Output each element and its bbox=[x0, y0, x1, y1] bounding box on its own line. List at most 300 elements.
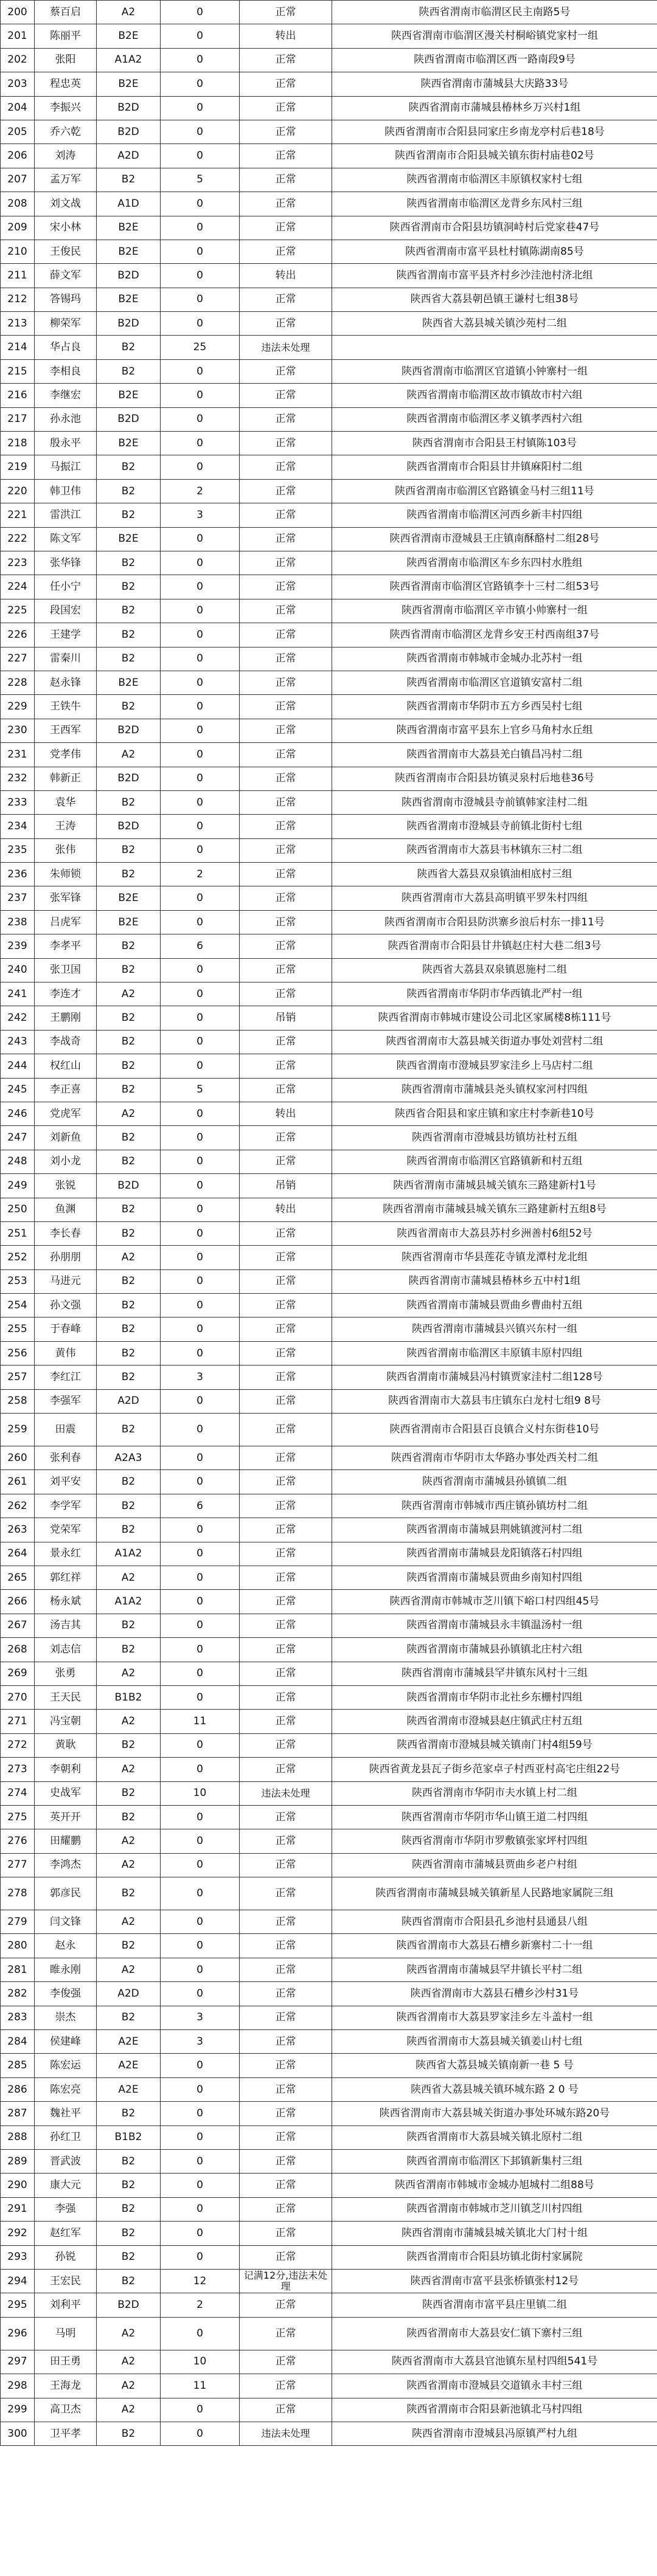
home-address-cell: 陕西省渭南市大荔县城关镇姜山村七组 bbox=[332, 2030, 657, 2054]
home-address-cell: 陕西省渭南市大荔县苏村乡洲善村6组52号 bbox=[332, 1221, 657, 1245]
home-address-cell: 陕西省大荔县城关镇沙苑村二组 bbox=[332, 312, 657, 336]
penalty-points-cell: 0 bbox=[161, 455, 240, 479]
home-address-cell: 陕西省渭南市华阴市太华路办事处西关村二组 bbox=[332, 1446, 657, 1470]
license-status-cell: 正常 bbox=[240, 120, 332, 143]
table-row bbox=[1, 527, 657, 551]
license-class-cell: B2E bbox=[97, 384, 161, 407]
table-row bbox=[1, 982, 657, 1006]
row-number-cell: 259 bbox=[1, 1414, 35, 1446]
penalty-points-cell: 0 bbox=[161, 1446, 240, 1470]
table-row bbox=[1, 1150, 657, 1173]
table-row bbox=[1, 599, 657, 623]
home-address-cell: 陕西省渭南市蒲城县荆姚镇渡河村二组 bbox=[332, 1518, 657, 1542]
license-class-cell: B2 bbox=[97, 455, 161, 479]
row-number-cell: 216 bbox=[1, 384, 35, 407]
home-address-cell: 陕西省渭南市临渭区故市镇故市村六组 bbox=[332, 384, 657, 407]
home-address-cell: 陕西省渭南市大荔县石槽乡新寨村二十一组 bbox=[332, 1934, 657, 1958]
license-status-cell: 正常 bbox=[240, 1662, 332, 1685]
license-class-cell: B2E bbox=[97, 240, 161, 263]
driver-name-cell: 王俊民 bbox=[35, 240, 97, 263]
row-number-cell: 261 bbox=[1, 1470, 35, 1494]
license-status-cell: 正常 bbox=[240, 1446, 332, 1470]
table-row bbox=[1, 838, 657, 862]
table-row bbox=[1, 1590, 657, 1614]
license-status-cell: 正常 bbox=[240, 359, 332, 383]
row-number-cell: 279 bbox=[1, 1910, 35, 1934]
license-class-cell: B2D bbox=[97, 719, 161, 742]
driver-name-cell: 宋小林 bbox=[35, 216, 97, 240]
driver-name-cell: 李正喜 bbox=[35, 1078, 97, 1102]
home-address-cell: 陕西省黄龙县瓦子街乡范家卓子村西亚村高宅庄组22号 bbox=[332, 1758, 657, 1781]
row-number-cell: 236 bbox=[1, 863, 35, 886]
row-number-cell: 294 bbox=[1, 2269, 35, 2293]
license-status-cell: 吊销 bbox=[240, 1174, 332, 1198]
row-number-cell: 226 bbox=[1, 623, 35, 647]
driver-name-cell: 袁华 bbox=[35, 790, 97, 814]
row-number-cell: 280 bbox=[1, 1934, 35, 1958]
table-row bbox=[1, 1542, 657, 1566]
row-number-cell: 240 bbox=[1, 958, 35, 982]
penalty-points-cell: 0 bbox=[161, 743, 240, 767]
row-number-cell: 287 bbox=[1, 2102, 35, 2125]
penalty-points-cell: 0 bbox=[161, 2317, 240, 2350]
license-class-cell: B2 bbox=[97, 838, 161, 862]
license-class-cell: B2 bbox=[97, 551, 161, 575]
license-status-cell: 正常 bbox=[240, 1366, 332, 1389]
driver-name-cell: 马明 bbox=[35, 2317, 97, 2350]
penalty-points-cell: 0 bbox=[161, 1518, 240, 1542]
row-number-cell: 209 bbox=[1, 216, 35, 240]
license-status-cell: 正常 bbox=[240, 934, 332, 958]
license-class-cell: B2 bbox=[97, 359, 161, 383]
penalty-points-cell: 6 bbox=[161, 934, 240, 958]
row-number-cell: 213 bbox=[1, 312, 35, 336]
row-number-cell: 262 bbox=[1, 1494, 35, 1518]
row-number-cell: 264 bbox=[1, 1542, 35, 1566]
driver-name-cell: 李连才 bbox=[35, 982, 97, 1006]
penalty-points-cell: 0 bbox=[161, 695, 240, 719]
row-number-cell: 265 bbox=[1, 1566, 35, 1590]
penalty-points-cell: 0 bbox=[161, 1389, 240, 1413]
row-number-cell: 241 bbox=[1, 982, 35, 1006]
table-row bbox=[1, 1934, 657, 1958]
penalty-points-cell: 0 bbox=[161, 2054, 240, 2077]
license-status-cell: 正常 bbox=[240, 2317, 332, 2350]
row-number-cell: 218 bbox=[1, 432, 35, 455]
license-class-cell: A2 bbox=[97, 1829, 161, 1853]
license-class-cell: B2 bbox=[97, 2149, 161, 2173]
driver-name-cell: 于春峰 bbox=[35, 1317, 97, 1341]
driver-name-cell: 睢永刚 bbox=[35, 1958, 97, 1981]
row-number-cell: 260 bbox=[1, 1446, 35, 1470]
driver-name-cell: 黄耿 bbox=[35, 1733, 97, 1757]
table-row bbox=[1, 1853, 657, 1877]
table-row bbox=[1, 1294, 657, 1317]
license-status-cell: 正常 bbox=[240, 910, 332, 934]
penalty-points-cell: 0 bbox=[161, 671, 240, 694]
driver-name-cell: 赵永 bbox=[35, 1934, 97, 1958]
license-status-cell: 违法未处理 bbox=[240, 2422, 332, 2445]
row-number-cell: 230 bbox=[1, 719, 35, 742]
row-number-cell: 290 bbox=[1, 2174, 35, 2197]
license-class-cell: B2 bbox=[97, 1518, 161, 1542]
home-address-cell: 陕西省渭南市蒲城县城关镇东三路建新村五组8号 bbox=[332, 1198, 657, 1221]
driver-name-cell: 李俊强 bbox=[35, 1982, 97, 2006]
driver-name-cell: 李振兴 bbox=[35, 96, 97, 120]
penalty-points-cell: 0 bbox=[161, 1414, 240, 1446]
row-number-cell: 252 bbox=[1, 1246, 35, 1269]
penalty-points-cell: 0 bbox=[161, 1542, 240, 1566]
home-address-cell: 陕西省渭南市临渭区车乡东四村水胜组 bbox=[332, 551, 657, 575]
license-class-cell: A2D bbox=[97, 1389, 161, 1413]
table-row bbox=[1, 2125, 657, 2149]
table-row bbox=[1, 1877, 657, 1910]
license-status-cell: 正常 bbox=[240, 719, 332, 742]
driver-name-cell: 李强军 bbox=[35, 1389, 97, 1413]
row-number-cell: 211 bbox=[1, 264, 35, 288]
penalty-points-cell: 0 bbox=[161, 767, 240, 790]
penalty-points-cell: 0 bbox=[161, 1910, 240, 1934]
license-class-cell: B2 bbox=[97, 623, 161, 647]
driver-name-cell: 张伟 bbox=[35, 838, 97, 862]
license-class-cell: A2 bbox=[97, 1, 161, 24]
driver-name-cell: 陈文军 bbox=[35, 527, 97, 551]
home-address-cell: 陕西省渭南市华阴市北社乡东栅村四组 bbox=[332, 1685, 657, 1709]
driver-name-cell: 乔六乾 bbox=[35, 120, 97, 143]
home-address-cell: 陕西省渭南市蒲城县城关镇北大门村十组 bbox=[332, 2222, 657, 2245]
penalty-points-cell: 0 bbox=[161, 982, 240, 1006]
license-status-cell: 正常 bbox=[240, 623, 332, 647]
row-number-cell: 298 bbox=[1, 2374, 35, 2398]
driver-name-cell: 王海龙 bbox=[35, 2374, 97, 2398]
driver-name-cell: 田震 bbox=[35, 1414, 97, 1446]
home-address-cell: 陕西省渭南市蒲城县贾曲乡老户村组 bbox=[332, 1853, 657, 1877]
table-row bbox=[1, 623, 657, 647]
license-status-cell: 正常 bbox=[240, 1877, 332, 1910]
table-row bbox=[1, 1414, 657, 1446]
license-class-cell: B2 bbox=[97, 168, 161, 192]
home-address-cell: 陕西省渭南市大荔县韦庄镇东白龙村七组9 8号 bbox=[332, 1389, 657, 1413]
home-address-cell: 陕西省渭南市合阳县同家庄乡南龙亭村后巷18号 bbox=[332, 120, 657, 143]
license-status-cell: 正常 bbox=[240, 144, 332, 168]
license-class-cell: A2 bbox=[97, 982, 161, 1006]
home-address-cell: 陕西省渭南市临渭区丰原镇丰原村四组 bbox=[332, 1341, 657, 1365]
driver-name-cell: 高卫杰 bbox=[35, 2398, 97, 2422]
home-address-cell: 陕西省渭南市合阳县城关镇东街村庙巷02号 bbox=[332, 144, 657, 168]
driver-name-cell: 党孝伟 bbox=[35, 743, 97, 767]
license-status-cell: 正常 bbox=[240, 1829, 332, 1853]
license-class-cell: B2 bbox=[97, 1317, 161, 1341]
table-row bbox=[1, 312, 657, 336]
driver-name-cell: 雷秦川 bbox=[35, 647, 97, 671]
penalty-points-cell: 0 bbox=[161, 1590, 240, 1614]
license-status-cell: 正常 bbox=[240, 575, 332, 599]
table-row bbox=[1, 1710, 657, 1733]
penalty-points-cell: 3 bbox=[161, 1366, 240, 1389]
license-class-cell: B2D bbox=[97, 407, 161, 431]
home-address-cell: 陕西省渭南市蒲城县椿林乡万兴村1组 bbox=[332, 96, 657, 120]
table-row bbox=[1, 719, 657, 742]
driver-name-cell: 孙红卫 bbox=[35, 2125, 97, 2149]
license-class-cell: A2 bbox=[97, 2317, 161, 2350]
penalty-points-cell: 10 bbox=[161, 1781, 240, 1805]
driver-name-cell: 田耀鹏 bbox=[35, 1829, 97, 1853]
license-class-cell: B2E bbox=[97, 910, 161, 934]
license-status-cell: 正常 bbox=[240, 1910, 332, 1934]
home-address-cell: 陕西省渭南市蒲城县孙镇镇二组 bbox=[332, 1470, 657, 1494]
license-class-cell: B2E bbox=[97, 216, 161, 240]
license-status-cell: 正常 bbox=[240, 2245, 332, 2269]
license-status-cell: 正常 bbox=[240, 2030, 332, 2054]
row-number-cell: 292 bbox=[1, 2222, 35, 2245]
row-number-cell: 237 bbox=[1, 886, 35, 910]
table-row bbox=[1, 384, 657, 407]
driver-name-cell: 杨永斌 bbox=[35, 1590, 97, 1614]
driver-name-cell: 李孝平 bbox=[35, 934, 97, 958]
row-number-cell: 299 bbox=[1, 2398, 35, 2422]
license-status-cell: 吊销 bbox=[240, 1006, 332, 1030]
license-class-cell: B2E bbox=[97, 432, 161, 455]
home-address-cell: 陕西省渭南市大荔县城关街道办事处环城东路20号 bbox=[332, 2102, 657, 2125]
driver-name-cell: 蔡百启 bbox=[35, 1, 97, 24]
license-class-cell: B2D bbox=[97, 96, 161, 120]
driver-name-cell: 赵永锋 bbox=[35, 671, 97, 694]
penalty-points-cell: 0 bbox=[161, 1982, 240, 2006]
license-status-cell: 正常 bbox=[240, 1126, 332, 1150]
driver-name-cell: 张勇 bbox=[35, 1662, 97, 1685]
home-address-cell: 陕西省渭南市蒲城县永丰镇温汤村一组 bbox=[332, 1614, 657, 1637]
home-address-cell: 陕西省渭南市韩城市金城办北苏村一组 bbox=[332, 647, 657, 671]
penalty-points-cell: 10 bbox=[161, 2350, 240, 2374]
driver-name-cell: 王建学 bbox=[35, 623, 97, 647]
table-row bbox=[1, 1126, 657, 1150]
driver-name-cell: 刘小龙 bbox=[35, 1150, 97, 1173]
driver-name-cell: 孙锐 bbox=[35, 2245, 97, 2269]
driver-name-cell: 党虎军 bbox=[35, 1102, 97, 1125]
license-status-cell: 正常 bbox=[240, 1982, 332, 2006]
penalty-points-cell: 0 bbox=[161, 1294, 240, 1317]
row-number-cell: 278 bbox=[1, 1877, 35, 1910]
penalty-points-cell: 2 bbox=[161, 863, 240, 886]
license-class-cell: B2 bbox=[97, 1733, 161, 1757]
row-number-cell: 296 bbox=[1, 2317, 35, 2350]
license-status-cell: 正常 bbox=[240, 527, 332, 551]
driver-name-cell: 答锡玛 bbox=[35, 288, 97, 311]
row-number-cell: 229 bbox=[1, 695, 35, 719]
license-class-cell: B2 bbox=[97, 479, 161, 503]
penalty-points-cell: 0 bbox=[161, 216, 240, 240]
driver-name-cell: 刘平安 bbox=[35, 1470, 97, 1494]
penalty-points-cell: 5 bbox=[161, 168, 240, 192]
driver-name-cell: 雷洪江 bbox=[35, 503, 97, 527]
home-address-cell: 陕西省渭南市蒲城县城关镇新星人民路地家属院三组 bbox=[332, 1877, 657, 1910]
row-number-cell: 212 bbox=[1, 288, 35, 311]
license-class-cell: B2 bbox=[97, 1198, 161, 1221]
driver-name-cell: 权红山 bbox=[35, 1054, 97, 1078]
home-address-cell: 陕西省渭南市蒲城县罕井镇长平村二组 bbox=[332, 1958, 657, 1981]
penalty-points-cell: 0 bbox=[161, 1246, 240, 1269]
home-address-cell: 陕西省渭南市合阳县甘井镇赵庄村大巷二组3号 bbox=[332, 934, 657, 958]
row-number-cell: 220 bbox=[1, 479, 35, 503]
license-status-cell: 正常 bbox=[240, 982, 332, 1006]
home-address-cell: 陕西省渭南市临渭区官道镇安富村二组 bbox=[332, 671, 657, 694]
license-class-cell: B2 bbox=[97, 1269, 161, 1293]
driver-name-cell: 张军锋 bbox=[35, 886, 97, 910]
license-status-cell: 正常 bbox=[240, 312, 332, 336]
license-status-cell: 正常 bbox=[240, 479, 332, 503]
driver-name-cell: 段国宏 bbox=[35, 599, 97, 623]
table-row bbox=[1, 2149, 657, 2173]
table-row bbox=[1, 2077, 657, 2101]
license-status-cell: 记满12分,违法未处理 bbox=[240, 2269, 332, 2293]
penalty-points-cell: 0 bbox=[161, 1685, 240, 1709]
penalty-points-cell: 0 bbox=[161, 1758, 240, 1781]
license-class-cell: B2E bbox=[97, 886, 161, 910]
home-address-cell: 陕西省渭南市大荔县韦林镇东三村二组 bbox=[332, 838, 657, 862]
license-status-cell: 正常 bbox=[240, 72, 332, 96]
home-address-cell: 陕西省渭南市临渭区丰原镇权家村七组 bbox=[332, 168, 657, 192]
table-row bbox=[1, 1078, 657, 1102]
license-class-cell: B2 bbox=[97, 2269, 161, 2293]
driver-name-cell: 李学军 bbox=[35, 1494, 97, 1518]
home-address-cell: 陕西省大荔县双泉镇恩施村二组 bbox=[332, 958, 657, 982]
license-status-cell: 正常 bbox=[240, 2293, 332, 2317]
row-number-cell: 233 bbox=[1, 790, 35, 814]
row-number-cell: 249 bbox=[1, 1174, 35, 1198]
home-address-cell: 陕西省渭南市华阴市华西镇北严村一组 bbox=[332, 982, 657, 1006]
license-status-cell: 正常 bbox=[240, 1317, 332, 1341]
row-number-cell: 217 bbox=[1, 407, 35, 431]
home-address-cell: 陕西省渭南市合阳县防洪寨乡浪后村东一排11号 bbox=[332, 910, 657, 934]
license-class-cell: B1B2 bbox=[97, 1685, 161, 1709]
table-row bbox=[1, 647, 657, 671]
penalty-points-cell: 0 bbox=[161, 838, 240, 862]
table-row bbox=[1, 1518, 657, 1542]
row-number-cell: 205 bbox=[1, 120, 35, 143]
table-row bbox=[1, 1366, 657, 1389]
home-address-cell: 陕西省渭南市澄城县坊镇坊社村五组 bbox=[332, 1126, 657, 1150]
driver-name-cell: 李朝利 bbox=[35, 1758, 97, 1781]
home-address-cell: 陕西省大荔县朝邑镇王谦村七组38号 bbox=[332, 288, 657, 311]
license-class-cell: B2 bbox=[97, 2422, 161, 2445]
penalty-points-cell: 0 bbox=[161, 599, 240, 623]
table-row bbox=[1, 192, 657, 216]
license-class-cell: A2 bbox=[97, 1566, 161, 1590]
driver-name-cell: 冯宝朝 bbox=[35, 1710, 97, 1733]
row-number-cell: 281 bbox=[1, 1958, 35, 1981]
row-number-cell: 239 bbox=[1, 934, 35, 958]
license-status-cell: 正常 bbox=[240, 192, 332, 216]
license-status-cell: 转出 bbox=[240, 1102, 332, 1125]
license-status-cell: 转出 bbox=[240, 24, 332, 48]
license-class-cell: B2 bbox=[97, 1805, 161, 1829]
home-address-cell: 陕西省渭南市华阴市华山镇王道二村四组 bbox=[332, 1805, 657, 1829]
driver-name-cell: 张卫国 bbox=[35, 958, 97, 982]
license-class-cell: A2E bbox=[97, 2054, 161, 2077]
license-class-cell: A2 bbox=[97, 2374, 161, 2398]
license-class-cell: A2E bbox=[97, 2030, 161, 2054]
license-class-cell: B2D bbox=[97, 120, 161, 143]
row-number-cell: 234 bbox=[1, 815, 35, 838]
table-row bbox=[1, 2398, 657, 2422]
license-class-cell: B2 bbox=[97, 863, 161, 886]
penalty-points-cell: 0 bbox=[161, 120, 240, 143]
row-number-cell: 245 bbox=[1, 1078, 35, 1102]
table-row bbox=[1, 1805, 657, 1829]
penalty-points-cell: 0 bbox=[161, 24, 240, 48]
license-status-cell: 正常 bbox=[240, 168, 332, 192]
penalty-points-cell: 0 bbox=[161, 144, 240, 168]
driver-name-cell: 康大元 bbox=[35, 2174, 97, 2197]
home-address-cell: 陕西省渭南市华阴市夫水镇上村二组 bbox=[332, 1781, 657, 1805]
license-class-cell: B2 bbox=[97, 2102, 161, 2125]
license-status-cell: 正常 bbox=[240, 2374, 332, 2398]
driver-name-cell: 张利春 bbox=[35, 1446, 97, 1470]
row-number-cell: 221 bbox=[1, 503, 35, 527]
row-number-cell: 274 bbox=[1, 1781, 35, 1805]
table-row bbox=[1, 455, 657, 479]
license-class-cell: A1A2 bbox=[97, 48, 161, 72]
table-row bbox=[1, 2245, 657, 2269]
driver-name-cell: 王天民 bbox=[35, 1685, 97, 1709]
driver-name-cell: 王鹏刚 bbox=[35, 1006, 97, 1030]
table-row bbox=[1, 695, 657, 719]
license-class-cell: B2 bbox=[97, 2174, 161, 2197]
driver-name-cell: 陈宏亮 bbox=[35, 2077, 97, 2101]
home-address-cell: 陕西省渭南市大荔县官池镇东星村四组541号 bbox=[332, 2350, 657, 2374]
home-address-cell: 陕西省渭南市蒲城县椿林乡五中村1组 bbox=[332, 1269, 657, 1293]
license-status-cell: 正常 bbox=[240, 1294, 332, 1317]
penalty-points-cell: 0 bbox=[161, 2174, 240, 2197]
license-class-cell: B2D bbox=[97, 1174, 161, 1198]
table-row bbox=[1, 503, 657, 527]
row-number-cell: 203 bbox=[1, 72, 35, 96]
row-number-cell: 283 bbox=[1, 2006, 35, 2029]
home-address-cell: 陕西省渭南市华县莲花寺镇龙潭村龙北组 bbox=[332, 1246, 657, 1269]
license-class-cell: B2D bbox=[97, 815, 161, 838]
penalty-points-cell: 0 bbox=[161, 1126, 240, 1150]
table-row bbox=[1, 2102, 657, 2125]
penalty-points-cell: 0 bbox=[161, 1006, 240, 1030]
home-address-cell: 陕西省渭南市合阳县坊镇洞峙村后党家巷47号 bbox=[332, 216, 657, 240]
license-status-cell: 正常 bbox=[240, 1518, 332, 1542]
home-address-cell: 陕西省渭南市临渭区民主南路5号 bbox=[332, 1, 657, 24]
table-row bbox=[1, 910, 657, 934]
license-status-cell: 正常 bbox=[240, 1470, 332, 1494]
table-row bbox=[1, 1317, 657, 1341]
penalty-points-cell: 0 bbox=[161, 1934, 240, 1958]
row-number-cell: 285 bbox=[1, 2054, 35, 2077]
table-row bbox=[1, 479, 657, 503]
driver-name-cell: 任小宁 bbox=[35, 575, 97, 599]
home-address-cell: 陕西省渭南市富平县东上官乡马角村水丘组 bbox=[332, 719, 657, 742]
license-class-cell: A2 bbox=[97, 2350, 161, 2374]
penalty-points-cell: 0 bbox=[161, 432, 240, 455]
row-number-cell: 219 bbox=[1, 455, 35, 479]
penalty-points-cell: 11 bbox=[161, 1710, 240, 1733]
license-class-cell: B2 bbox=[97, 1614, 161, 1637]
driver-name-cell: 程忠英 bbox=[35, 72, 97, 96]
penalty-points-cell: 0 bbox=[161, 240, 240, 263]
home-address-cell: 陕西省渭南市澄城县罗家洼乡上马店村二组 bbox=[332, 1054, 657, 1078]
row-number-cell: 288 bbox=[1, 2125, 35, 2149]
license-class-cell: B2 bbox=[97, 599, 161, 623]
driver-name-cell: 田王勇 bbox=[35, 2350, 97, 2374]
table-row bbox=[1, 2293, 657, 2317]
license-class-cell: B2 bbox=[97, 2197, 161, 2221]
driver-name-cell: 马进元 bbox=[35, 1269, 97, 1293]
penalty-points-cell: 0 bbox=[161, 1054, 240, 1078]
